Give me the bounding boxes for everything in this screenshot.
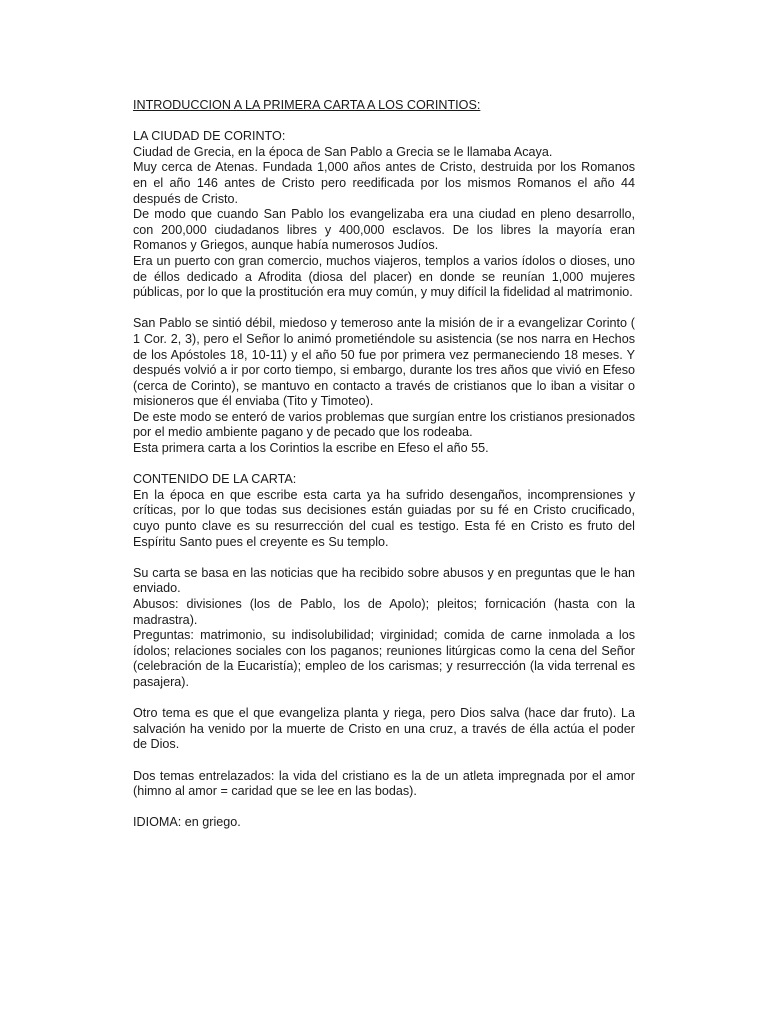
paragraph: De modo que cuando San Pablo los evangelizaba era una ciudad en pleno desarrollo, con 200,000 ciudadanos libres y 400,000 esclavos. De los libres la mayoría eran Romanos y Griegos, aunque había numerosos Judíos. [133, 207, 635, 253]
paragraph: Era un puerto con gran comercio, muchos viajeros, templos a varios ídolos o dioses, uno de éllos dedicado a Afrodita (diosa del placer) en donde se reunían 1,000 mujeres públicas, por lo que la prostitución era muy común, y muy difícil la fidelidad al matrimonio. [133, 253, 635, 300]
paragraph: Esta primera carta a los Corintios la escribe en Efeso el año 55. [133, 441, 489, 456]
spacer [133, 691, 635, 707]
paragraph-idioma: IDIOMA: en griego. [133, 815, 241, 830]
spacer [133, 800, 635, 816]
paragraph: Dos temas entrelazados: la vida del cristiano es la de un atleta impregnada por el amor (himno al amor = caridad que se lee en las bodas). [133, 768, 635, 799]
paragraph: Abusos: divisiones (los de Pablo, los de Apolo); pleitos; fornicación (hasta con la madrastra). [133, 597, 635, 627]
spacer [133, 550, 635, 566]
paragraph: Preguntas: matrimonio, su indisolubilidad; virginidad; comida de carne inmolada a los ídolos; relaciones sociales con los paganos; reuniones litúrgicas como la cena del Señor (celebración de la Eucaristía); empleo de los carismas; y resurrección (la vida terrenal es pasajera). [133, 628, 635, 689]
document-title: INTRODUCCION A LA PRIMERA CARTA A LOS CORINTIOS: [133, 98, 481, 112]
document-page [133, 98, 635, 831]
paragraph: San Pablo se sintió débil, miedoso y temeroso ante la misión de ir a evangelizar Corinto ( 1 Cor. 2, 3), pero el Señor lo animó prometiéndole su asistencia (se nos narra en Hechos de los Apóstoles 18, 10-11) y el año 50 fue por primera vez permaneciendo 18 meses. Y después volvió a ir por corto tiempo, si embargo, durante los tres años que vivió en Efeso (cerca de Corinto), se mantuvo en contacto a través de cristianos que lo iban a visitar o misioneros que él enviaba (Tito y Timoteo). [133, 316, 635, 409]
section-heading-corinto: LA CIUDAD DE CORINTO: [133, 129, 286, 144]
section-heading-contenido: CONTENIDO DE LA CARTA: [133, 472, 297, 487]
paragraph: Ciudad de Grecia, en la época de San Pablo a Grecia se le llamaba Acaya. [133, 144, 553, 159]
paragraph: En la época en que escribe esta carta ya ha sufrido desengaños, incomprensiones y críticas, por lo que todas sus decisiones están guiadas por su fé en Cristo crucificado, cuyo punto clave es su resurrección del cual es testigo. Esta fé en Cristo es fruto del Espíritu Santo pues el creyente es Su templo. [133, 487, 635, 549]
paragraph: Otro tema es que el que evangeliza planta y riega, pero Dios salva (hace dar fruto). La salvación ha venido por la muerte de Cristo en una cruz, a través de élla actúa el poder de Dios. [133, 706, 635, 752]
paragraph: De este modo se enteró de varios problemas que surgían entre los cristianos presionados por el medio ambiente pagano y de pecado que los rodeaba. [133, 409, 635, 440]
spacer [133, 114, 635, 130]
paragraph: Muy cerca de Atenas. Fundada 1,000 años antes de Cristo, destruida por los Romanos en el año 146 antes de Cristo pero reedificada por los mismos Romanos el año 44 después de Cristo. [133, 160, 635, 206]
spacer [133, 301, 635, 317]
spacer [133, 457, 635, 473]
spacer [133, 753, 635, 769]
paragraph: Su carta se basa en las noticias que ha recibido sobre abusos y en preguntas que le han enviado. [133, 565, 635, 596]
